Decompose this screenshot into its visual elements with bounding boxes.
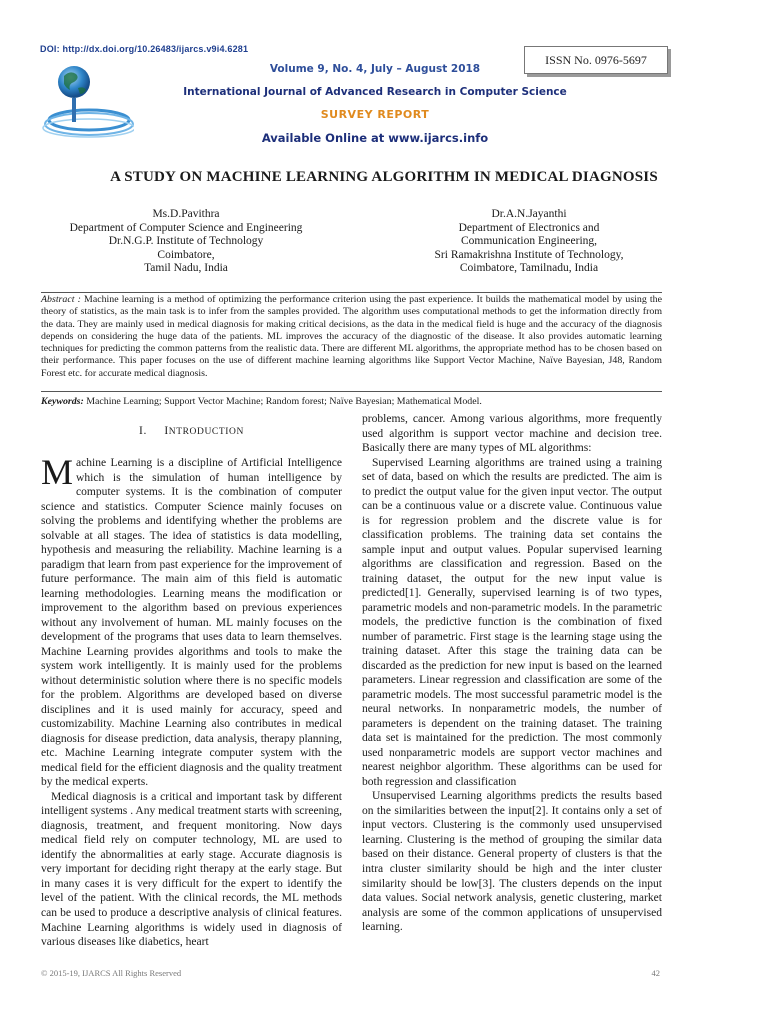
section-heading: I. INTRODUCTION (139, 425, 244, 437)
page-number: 42 (651, 968, 660, 978)
issn-box: ISSN No. 0976-5697 (524, 46, 668, 74)
website-link[interactable]: Available Online at www.ijarcs.info (261, 131, 489, 145)
intro-paragraph: Medical diagnosis is a critical and important task by different intelligent systems . Any medical treatment starts with screening, diagnosis, treatment, and frequent monitoring. Now days medical field rely on computer technology, ML are used to identify the abnormalities at early stage. Accurate diagnosis is very important for deciding right therapy at the early stage. But in many cases it is very difficult for the expert to identify the level of the patient. With the clinical records, the ML methods can be used to produce a descriptive analysis of clinical features. Machine Learning algorithms is widely used in diagnosis of various diseases like diabetics, heart (41, 790, 342, 949)
author-affiliation: Dr.N.G.P. Institute of Technology (108, 235, 264, 248)
body-paragraph: Unsupervised Learning algorithms predicts the results based on the similarities between the input[2]. It contains only a set of input vectors. Clustering is the commonly used unsupervised learning. Clustering is the method of grouping the similar data based on their distance. General property of clusters is that the intra cluster similarity should be high and the inter cluster similarity should be low[3]. The clusters depends on the input data values. Social network analysis, genetic clustering, market analysis are some of the common applications of unsupervised learning. (362, 790, 662, 934)
globe-logo-icon (34, 58, 134, 138)
report-type: SURVEY REPORT (320, 108, 430, 121)
paper-title: A STUDY ON MACHINE LEARNING ALGORITHM IN MEDICAL DIAGNOSIS (110, 169, 658, 185)
author-affiliation: Communication Engineering, (460, 235, 598, 248)
author-affiliation: Coimbatore, (157, 248, 215, 261)
intro-paragraph: Machine Learning is a discipline of Artificial Intelligence which is the simulation of human intelligence by computer systems. It is the combination of computer science and statistics. Computer Science mainly focuses on solving the problems and identifying whether the problems are solvable at all stages. The idea of statistics is data modelling, hypothesis and measuring the reliability. Machine learning is a paradigm that learn from past experience for the improvement of future performance. The main aim of this field is automatic learning methodologies. Learning means the modification or improvement to the algorithm based on previous experiences without any involvement of human. ML mainly focuses on the development of the programs that uses data to learn themselves. Machine Learning provides algorithms and tools to make the system work intelligently. It is mainly used for the problems without deterministic solution where there is no specific models for the problem. Algorithms are developed based on diverse disciplines and it is used mainly for accuracy, speed and customizability. Machine Learning also contributes in medical diagnosis for disease prediction, data analysis, therapy planning, etc. Machine Learning integrate computer system with the medical field for the efficient diagnosis and the quality treatment by the medical experts. (41, 452, 342, 789)
author-block-1 (40, 208, 332, 276)
keywords (41, 396, 662, 407)
footer-copyright: © 2015-19, IJARCS All Rights Reserved (41, 968, 182, 978)
abstract-text: Machine learning is a method of optimizing the performance criterion using the past experience. It builds the mathematical model by using the theory of statistics, as the main task is to infer from the samples provided. The algorithm uses computational methods to get the information directly from the data. They are mainly used in medical diagnosis for making critical decisions, as the data in the medical field is huge and the accuracy of the diagnosis depends on considering the huge data of the patients. ML improves the accuracy of the diagnostic of the disease. It also provides automatic learning techniques for predicting the common patterns from the realistic data. There are different ML algorithms, the appropriate method has to be chosen based on their performance. This paper focuses on the use of different machine learning algorithms like Support Vector Machine, Naïve Bayesian, J48, Random Forest etc. for accurate medical diagnosis. (41, 294, 662, 379)
body-paragraph: Supervised Learning algorithms are trained using a training set of data, based on which the results are predicted. The aim is to predict the output value for the given input vector. The output can be a continuous value or a discrete value. Continuous value is for regression problem and the discrete value is for classification problems. The training data set contains the sample input and output values. Popular supervised learning algorithms are classification and regression. Based on the training dataset, the output for the new input value is predicted[1]. Generally, supervised learning is of two types, parametric models and non-parametric models. In the parametric models, the predictive function is the combination of fixed number of parametric. First stage is the learning stage using the training dataset. After this stage the training data can be discarded as the prediction for new input is based on the learned parameters. Linear regression and classification are some of the parametric models. The most successful parametric model is the neural networks. In nonparametric models, the number of parameters is dependent on the training dataset. The training data set is maintained for the prediction. The most commonly used nonparametric models are support vector machines and nearest neighbor algorithm. These algorithms can be used for both regression and classification (362, 456, 662, 788)
author-affiliation: Sri Ramakrishna Institute of Technology, (434, 248, 624, 261)
author-affiliation: Department of Computer Science and Engineering (69, 221, 303, 234)
abstract-label: Abstract : (41, 294, 81, 305)
volume-info: Volume 9, No. 4, July – August 2018 (269, 63, 481, 75)
right-column (362, 412, 662, 935)
divider (41, 391, 662, 392)
divider (41, 292, 662, 293)
keywords-text: Machine Learning; Support Vector Machine; Random forest; Naïve Bayesian; Mathematical Model. (83, 396, 482, 407)
author-name: Dr.A.N.Jayanthi (491, 208, 567, 220)
abstract (41, 294, 662, 380)
author-affiliation: Tamil Nadu, India (144, 262, 228, 275)
author-block-2 (398, 208, 660, 276)
keywords-label: Keywords: (41, 396, 84, 407)
journal-name: International Journal of Advanced Research in Computer Science (183, 86, 567, 98)
body-paragraph: problems, cancer. Among various algorithms, more frequently used algorithm is support vector machine and decision tree. Basically there are many types of ML algorithms: (362, 413, 662, 455)
left-column (41, 452, 342, 950)
doi-link[interactable]: DOI: http://dx.doi.org/10.26483/ijarcs.v9i4.6281 (40, 44, 249, 54)
author-name: Ms.D.Pavithra (152, 208, 220, 220)
drop-cap: M (41, 452, 74, 492)
author-affiliation: Department of Electronics and (458, 221, 600, 234)
author-affiliation: Coimbatore, Tamilnadu, India (459, 262, 599, 275)
